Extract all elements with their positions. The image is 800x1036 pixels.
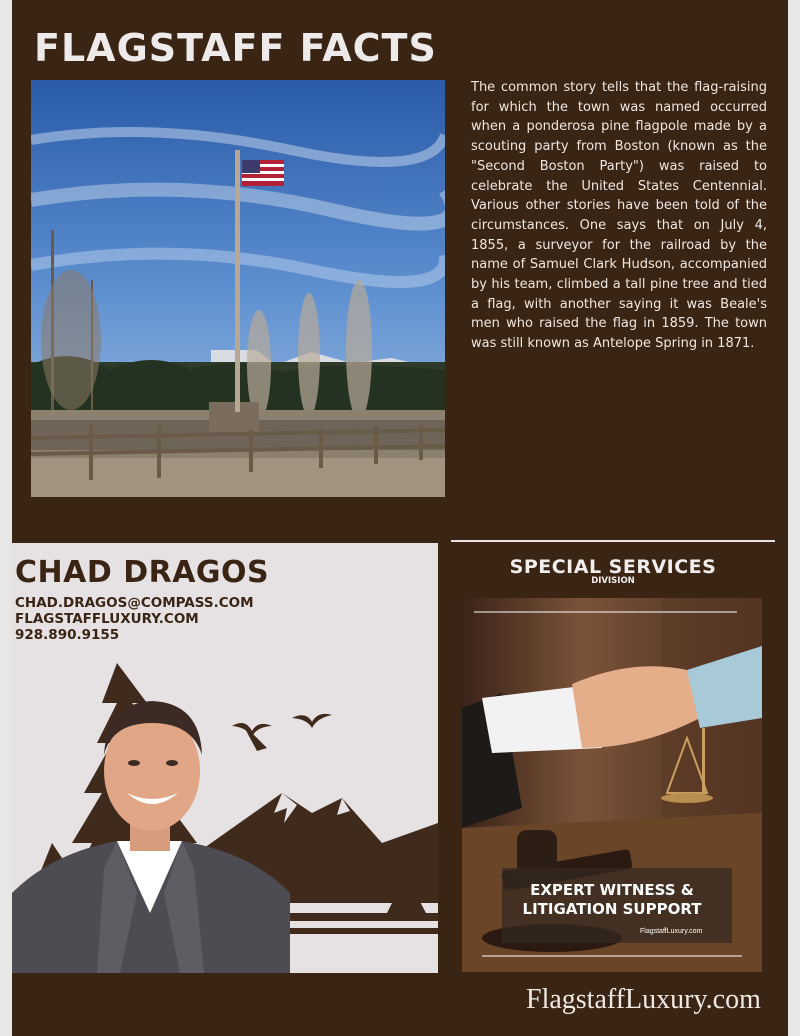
services-title: SPECIAL SERVICES [509,556,717,578]
footer-website[interactable]: FlagstaffLuxury.com [526,984,761,1015]
agent-phone[interactable]: 928.890.9155 [15,627,120,643]
page-title: FLAGSTAFF FACTS [34,26,437,70]
agent-website[interactable]: FLAGSTAFFLUXURY.COM [15,611,199,627]
agent-contact [15,595,254,643]
agent-name: CHAD DRAGOS [15,555,270,590]
facts-paragraph: The common story tells that the flag-raising for which the town was named occurred when a ponderosa pine flagpole made by a scouting party from Boston (known as the "Second Boston Party") was raised to celebrate the United States Centennial. Various other stories have been told of the circumstances. One says that on July 4, 1855, a surveyor for the railroad by the name of Samuel Clark Hudson, accompanied by his team, climbed a tall pine tree and tied a flag, with another saying it was Beale's men who raised the flag in 1859. The town was still known as Antelope Spring in 1871. [471,80,767,352]
services-divider [451,540,775,542]
flagpole-photo [31,80,445,497]
services-url[interactable]: FlagstaffLuxury.com [640,928,703,935]
agent-email[interactable]: CHAD.DRAGOS@COMPASS.COM [15,595,254,611]
agent-photo [12,683,312,973]
services-label: EXPERT WITNESS & LITIGATION SUPPORT [522,881,702,918]
agent-panel [12,543,438,973]
services-subtitle: DIVISION [591,576,635,586]
